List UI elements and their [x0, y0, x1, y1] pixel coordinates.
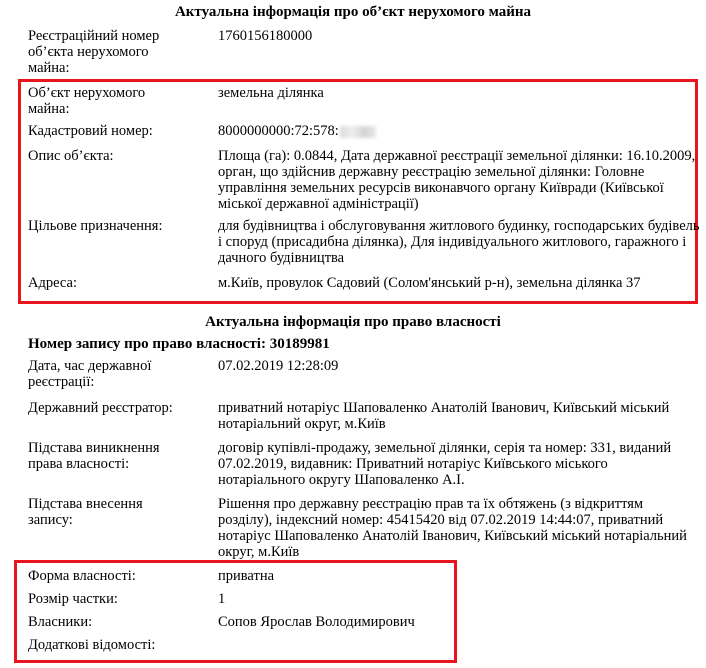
- field-label: Власники:: [28, 614, 93, 630]
- field-label: Форма власності:: [28, 568, 136, 584]
- field-value: 07.02.2019 12:28:09: [218, 358, 339, 374]
- field-value: приватна: [218, 568, 275, 584]
- field-value: 1760156180000: [218, 28, 313, 44]
- field-value: [218, 123, 706, 139]
- field-value: приватний нотаріус Шаповаленко Анатолій Іванович, Київський міський нотаріальний округ, м.Київ: [218, 400, 670, 432]
- field-value: Сопов Ярослав Володимирович: [218, 614, 415, 630]
- field-label: Реєстраційний номер об’єкта нерухомого майна:: [28, 28, 160, 76]
- field-value: земельна ділянка: [218, 85, 324, 101]
- field-label: Підстава виникнення права власності:: [28, 440, 160, 472]
- field-label: Опис об’єкта:: [28, 148, 114, 164]
- field-label: Об’єкт нерухомого майна:: [28, 85, 146, 117]
- redacted-blur: [340, 126, 376, 138]
- field-value: 1: [218, 591, 226, 607]
- field-label: Підстава внесення запису:: [28, 496, 143, 528]
- field-value: для будівництва і обслуговування житлового будинку, господарських будівель і споруд (присадибна ділянка), Для індивідуального житлового, гаражного і дачного будівництва: [218, 218, 700, 266]
- ownership-section-title: Актуальна інформація про право власності: [205, 314, 501, 330]
- field-label: Розмір частки:: [28, 591, 118, 607]
- property-section-title: Актуальна інформація про об’єкт нерухомого майна: [174, 4, 532, 20]
- field-value: Рішення про державну реєстрацію прав та їх обтяжень (з відкриттям розділу), індексний номер: 45415420 від 07.02.2019 14:44:07, приватний нотаріус Шаповаленко Анатолій Іванович, Київський міський нотаріальний округ, м.Київ: [218, 496, 687, 560]
- field-label: Державний реєстратор:: [28, 400, 173, 416]
- field-label: Адреса:: [28, 275, 77, 291]
- field-label: Дата, час державної реєстрації:: [28, 358, 152, 390]
- field-value: Площа (га): 0.0844, Дата державної реєстрації земельної ділянки: 16.10.2009, орган, що здійснив державну реєстрацію земельної ділянки: Головне управління земельних ресурсів виконавчого органу Київради (Київської міської державної адміністрації): [218, 148, 696, 212]
- field-label: Цільове призначення:: [28, 218, 163, 234]
- cadastral-number-text: 8000000000:72:578:: [218, 123, 339, 139]
- field-label: Додаткові відомості:: [28, 637, 156, 653]
- record-number-title: Номер запису про право власності: 30189981: [28, 336, 330, 352]
- field-value: м.Київ, провулок Садовий (Солом'янський р-н), земельна ділянка 37: [218, 275, 641, 291]
- field-value: договір купівлі-продажу, земельної ділянки, серія та номер: 331, виданий 07.02.2019, видавник: Приватний нотаріус Київського міського нотаріального округу Шаповаленко А.І.: [218, 440, 672, 488]
- field-label: Кадастровий номер:: [28, 123, 153, 139]
